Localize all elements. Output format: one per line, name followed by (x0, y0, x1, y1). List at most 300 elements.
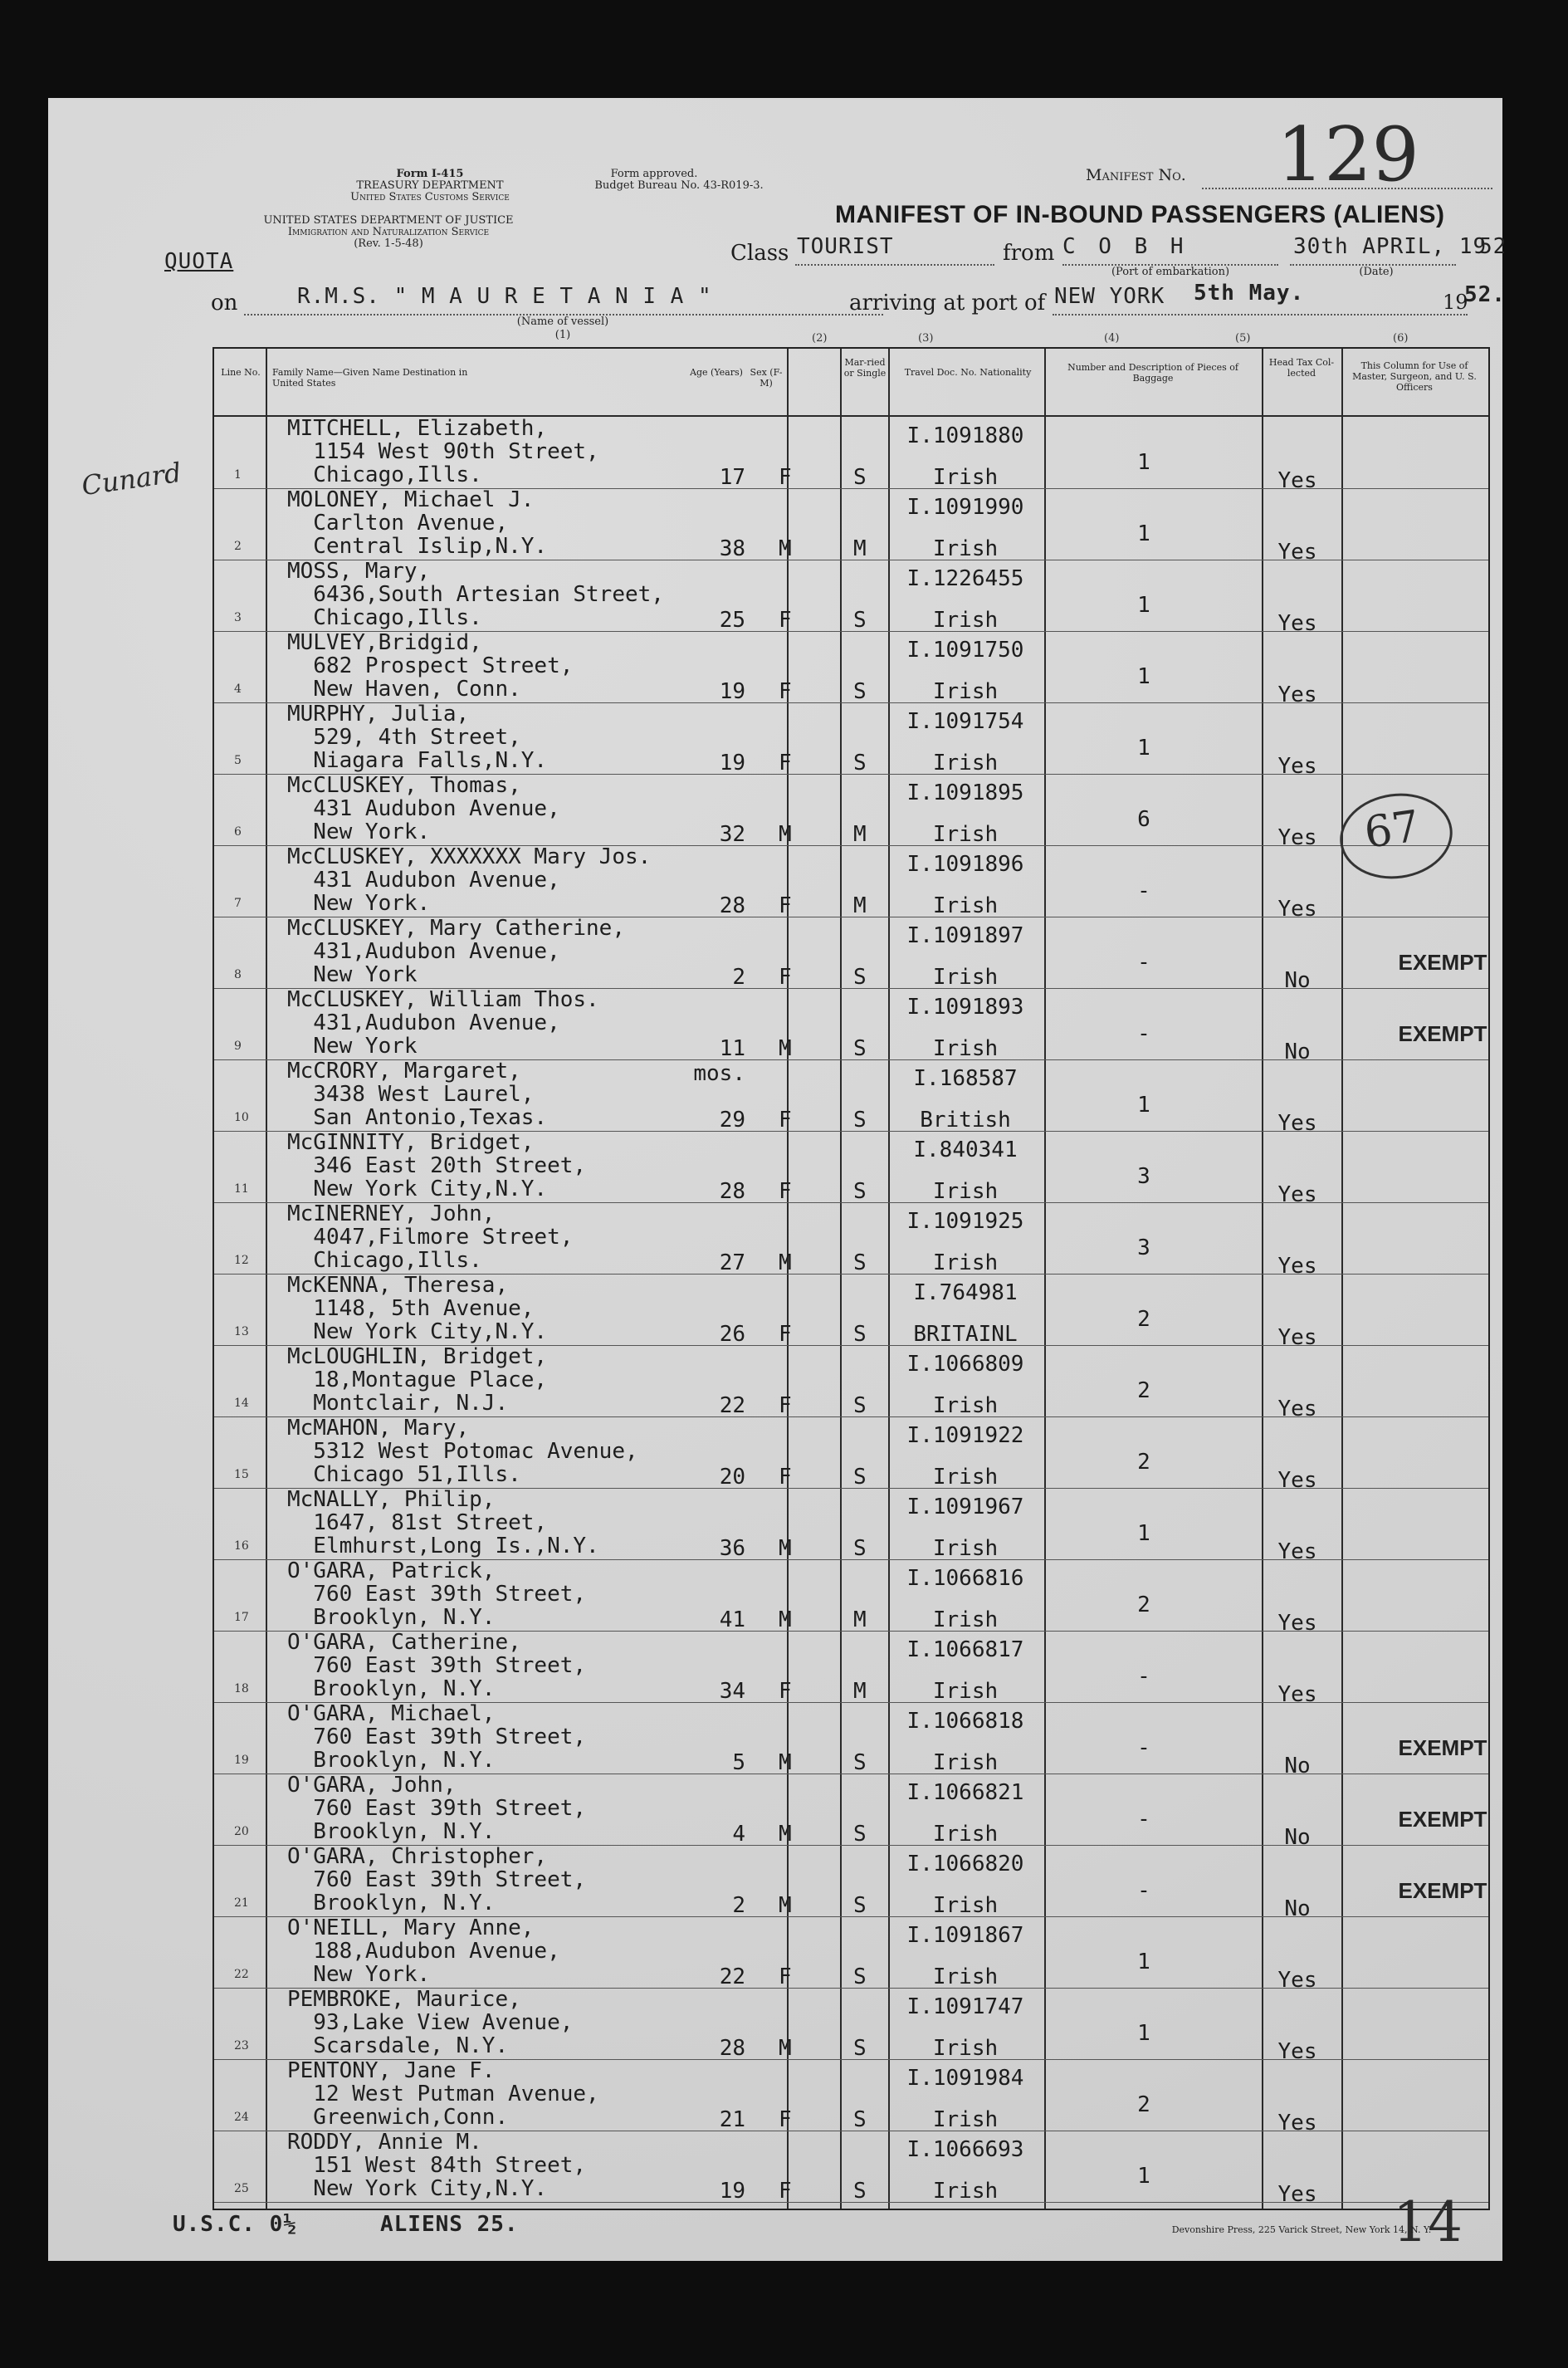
head-tax-cell: Yes (1277, 1539, 1317, 1564)
age-cell: 38 (719, 536, 745, 561)
travel-doc-cell: I.1091984 (906, 2066, 1024, 2091)
officer-note-cell: EXEMPT (1398, 950, 1487, 975)
line-number: 16 (234, 1539, 249, 1553)
marital-cell: M (853, 893, 867, 918)
table-row (214, 1130, 1488, 1207)
passenger-name-address: McGINNITY, Bridget, 346 East 20th Street, New York City,N.Y. (287, 1130, 587, 1201)
passenger-name-address: McKENNA, Theresa, 1148, 5th Avenue, New York City,N.Y. (287, 1273, 548, 1344)
class-label: Class (730, 241, 789, 266)
head-tax-cell: Yes (1277, 1254, 1317, 1279)
from-label: from (1003, 241, 1055, 266)
line-number: 25 (234, 2182, 249, 2195)
circled-number: 67 (1335, 786, 1458, 886)
age-cell: 26 (719, 1322, 745, 1347)
table-row (214, 1487, 1488, 1564)
line-number: 19 (234, 1754, 249, 1767)
passenger-rows (214, 417, 1488, 2209)
travel-doc-cell: I.1066693 (906, 2137, 1024, 2162)
arrival-date: 5th May. (1194, 281, 1305, 306)
age-cell: 29 (719, 1108, 745, 1133)
table-row (214, 702, 1488, 779)
table-row (214, 1558, 1488, 1636)
sex-cell: M (779, 1036, 792, 1061)
age-cell: 22 (719, 1964, 745, 1989)
line-number: 18 (234, 1682, 249, 1695)
baggage-cell: 1 (1137, 2021, 1150, 2046)
table-row (214, 773, 1488, 850)
baggage-cell: 2 (1137, 1307, 1150, 1332)
ins-service: Immigration and Naturalization Service (287, 226, 490, 238)
baggage-cell: 1 (1137, 593, 1150, 618)
line-number: 7 (234, 897, 242, 910)
sex-cell: F (779, 1322, 792, 1347)
line-number: 13 (234, 1325, 249, 1338)
marital-cell: S (853, 1393, 867, 1418)
marital-cell: M (853, 822, 867, 847)
travel-doc-cell: I.1091867 (906, 1923, 1024, 1948)
baggage-cell: 1 (1137, 1950, 1150, 1974)
arrival-port: NEW YORK (1054, 284, 1165, 309)
travel-doc-cell: I.1091880 (906, 423, 1024, 448)
sex-cell: F (779, 1465, 792, 1490)
marital-cell: S (853, 1536, 867, 1561)
tally-mark: 14 (1393, 2190, 1463, 2254)
age-cell: 19 (719, 2179, 745, 2204)
nationality-cell: Irish (932, 1250, 999, 1275)
marital-cell: M (853, 1679, 867, 1704)
table-row (214, 487, 1488, 565)
class-line (795, 264, 994, 266)
nationality-cell: Irish (932, 1893, 999, 1918)
sex-cell: M (779, 1250, 792, 1275)
nationality-cell: Irish (932, 2179, 999, 2204)
head-tax-cell: Yes (1277, 1682, 1317, 1707)
form-approved: Form approved. (610, 168, 698, 180)
passenger-name-address: McMAHON, Mary, 5312 West Potomac Avenue, Chicago 51,Ills. (287, 1416, 638, 1487)
passenger-name-address: McCRORY, Margaret, 3438 West Laurel, San Antonio,Texas. (287, 1059, 548, 1130)
baggage-cell: 2 (1137, 1593, 1150, 1617)
passenger-name-address: PENTONY, Jane F. 12 West Putman Avenue, Greenwich,Conn. (287, 2058, 599, 2130)
officer-note-cell: EXEMPT (1398, 1021, 1487, 1046)
marital-cell: S (853, 2179, 867, 2204)
travel-doc-cell: I.1066821 (906, 1780, 1024, 1805)
nationality-cell: Irish (932, 1607, 999, 1632)
baggage-cell: - (1137, 950, 1150, 975)
baggage-cell: 1 (1137, 664, 1150, 689)
head-tax-cell: Yes (1277, 468, 1317, 493)
age-cell: 28 (719, 1179, 745, 1204)
passenger-name-address: PEMBROKE, Maurice, 93,Lake View Avenue, Scarsdale, N.Y. (287, 1987, 574, 2058)
age-cell: 34 (719, 1679, 745, 1704)
passenger-name-address: RODDY, Annie M. 151 West 84th Street, New York City,N.Y. (287, 2130, 587, 2201)
passenger-name-address: O'GARA, Catherine, 760 East 39th Street, Brooklyn, N.Y. (287, 1630, 587, 1701)
head-tax-cell: Yes (1277, 825, 1317, 850)
head-tax-cell: Yes (1277, 1611, 1317, 1636)
head-tax-cell: Yes (1277, 897, 1317, 922)
table-row (214, 916, 1488, 993)
manifest-sheet (48, 98, 1507, 2261)
table-row (214, 1059, 1488, 1136)
age-cell: 19 (719, 679, 745, 704)
passenger-name-address: McINERNEY, John, 4047,Filmore Street, Chicago,Ills. (287, 1201, 574, 1273)
passenger-name-address: MOLONEY, Michael J. Carlton Avenue, Central Islip,N.Y. (287, 487, 548, 559)
baggage-cell: - (1137, 1021, 1150, 1046)
sex-cell: M (779, 1893, 792, 1918)
head-tax-cell: Yes (1277, 540, 1317, 565)
baggage-cell: 1 (1137, 2164, 1150, 2189)
table-row (214, 844, 1488, 922)
sex-cell: M (779, 1822, 792, 1847)
customs-service: United States Customs Service (350, 191, 510, 203)
head-tax-cell: Yes (1277, 1468, 1317, 1493)
sex-cell: F (779, 1679, 792, 1704)
nationality-cell: Irish (932, 822, 999, 847)
marital-cell: S (853, 679, 867, 704)
marital-cell: S (853, 2107, 867, 2132)
baggage-cell: 1 (1137, 521, 1150, 546)
colnum-4: (4) (1104, 332, 1120, 345)
sex-cell: M (779, 536, 792, 561)
line-number: 6 (234, 825, 242, 839)
head-tax-cell: Yes (1277, 1182, 1317, 1207)
sex-cell: F (779, 2107, 792, 2132)
age-cell: 36 (719, 1536, 745, 1561)
marital-cell: S (853, 1750, 867, 1775)
table-row (214, 1987, 1488, 2064)
passenger-name-address: McLOUGHLIN, Bridget, 18,Montague Place, Montclair, N.J. (287, 1344, 548, 1416)
nationality-cell: Irish (932, 536, 999, 561)
sex-cell: F (779, 608, 792, 633)
line-number: 5 (234, 754, 242, 767)
table-row (214, 1201, 1488, 1279)
nationality-cell: Irish (932, 1465, 999, 1490)
marital-cell: S (853, 1179, 867, 1204)
marital-cell: S (853, 1036, 867, 1061)
age-cell: 2 (732, 965, 745, 990)
baggage-cell: - (1137, 878, 1150, 903)
nationality-cell: Irish (932, 608, 999, 633)
col-header-tax: Head Tax Col-lected (1268, 357, 1335, 379)
travel-doc-cell: I.1066817 (906, 1637, 1024, 1662)
travel-doc-cell: I.1091895 (906, 780, 1024, 805)
line-number: 8 (234, 968, 242, 981)
marital-cell: M (853, 1607, 867, 1632)
head-tax-cell: No (1284, 968, 1311, 993)
travel-doc-cell: I.1091754 (906, 709, 1024, 734)
manifest-no-label: Manifest No. (1086, 166, 1186, 184)
head-tax-cell: Yes (1277, 754, 1317, 779)
table-row (214, 1630, 1488, 1707)
line-number: 12 (234, 1254, 249, 1267)
passenger-name-address: MURPHY, Julia, 529, 4th Street, Niagara Falls,N.Y. (287, 702, 548, 773)
passenger-name-address: MITCHELL, Elizabeth, 1154 West 90th Street, Chicago,Ills. (287, 416, 599, 487)
passenger-name-address: McCLUSKEY, XXXXXXX Mary Jos. 431 Audubon Avenue, New York. (287, 844, 652, 916)
marital-cell: M (853, 536, 867, 561)
sex-cell: F (779, 679, 792, 704)
passenger-name-address: McCLUSKEY, Mary Catherine, 431,Audubon Avenue, New York (287, 916, 625, 987)
age-cell: 28 (719, 893, 745, 918)
line-number: 9 (234, 1040, 242, 1053)
age-cell: 22 (719, 1393, 745, 1418)
manifest-title: MANIFEST OF IN-BOUND PASSENGERS (ALIENS) (835, 201, 1445, 228)
sex-cell: F (779, 1393, 792, 1418)
head-tax-cell: No (1284, 1040, 1311, 1064)
baggage-cell: 1 (1137, 1521, 1150, 1546)
baggage-cell: - (1137, 1735, 1150, 1760)
arriving-label: arriving at port of (849, 291, 1046, 316)
footer-usc: U.S.C. 0½ (173, 2212, 297, 2237)
baggage-cell: 1 (1137, 1093, 1150, 1118)
travel-doc-cell: I.1066818 (906, 1709, 1024, 1734)
port-caption: (Port of embarkation) (1111, 266, 1230, 278)
travel-doc-cell: I.1226455 (906, 566, 1024, 591)
passenger-name-address: O'GARA, Michael, 760 East 39th Street, Brooklyn, N.Y. (287, 1701, 587, 1773)
head-tax-cell: Yes (1277, 1111, 1317, 1136)
passenger-name-address: McCLUSKEY, Thomas, 431 Audubon Avenue, New York. (287, 773, 560, 844)
nationality-cell: Irish (932, 893, 999, 918)
sex-cell: F (779, 751, 792, 775)
sex-cell: M (779, 1607, 792, 1632)
justice-dept: UNITED STATES DEPARTMENT OF JUSTICE (263, 214, 514, 227)
date-caption: (Date) (1359, 266, 1394, 278)
line-number: 23 (234, 2039, 249, 2052)
line-number: 20 (234, 1825, 249, 1838)
age-cell: 11 mos. (693, 1036, 745, 1086)
table-row (214, 1344, 1488, 1421)
travel-doc-cell: I.1091896 (906, 852, 1024, 877)
passenger-name-address: MOSS, Mary, 6436,South Artesian Street, Chicago,Ills. (287, 559, 664, 630)
sex-cell: F (779, 893, 792, 918)
on-label: on (211, 291, 238, 316)
nationality-cell: Irish (932, 1036, 999, 1061)
travel-doc-cell: I.1091925 (906, 1209, 1024, 1234)
col-header-sex: Sex (F-M) (750, 367, 783, 389)
vessel-colnum: (1) (554, 329, 571, 341)
line-number: 15 (234, 1468, 249, 1481)
nationality-cell: Irish (932, 1822, 999, 1847)
baggage-cell: 3 (1137, 1235, 1150, 1260)
head-tax-cell: Yes (1277, 611, 1317, 636)
line-number: 21 (234, 1896, 249, 1910)
line-number: 10 (234, 1111, 249, 1124)
head-tax-cell: No (1284, 1896, 1311, 1921)
officer-note-cell: EXEMPT (1398, 1735, 1487, 1760)
table-row (214, 416, 1488, 493)
nationality-cell: Irish (932, 1393, 999, 1418)
from-value: C O B H (1062, 234, 1189, 259)
nationality-cell: Irish (932, 2107, 999, 2132)
travel-doc-cell: I.1091750 (906, 638, 1024, 663)
class-value: TOURIST (797, 234, 894, 259)
table-row (214, 1273, 1488, 1350)
travel-doc-cell: I.764981 (913, 1280, 1018, 1305)
marital-cell: S (853, 1893, 867, 1918)
line-number: 2 (234, 540, 242, 553)
nationality-cell: Irish (932, 1964, 999, 1989)
nationality-cell: Irish (932, 2036, 999, 2061)
colnum-3: (3) (918, 332, 934, 345)
baggage-cell: 1 (1137, 736, 1150, 761)
nationality-cell: Irish (932, 1179, 999, 1204)
passenger-name-address: O'GARA, Patrick, 760 East 39th Street, Brooklyn, N.Y. (287, 1558, 587, 1630)
col-header-officers: This Column for Use of Master, Surgeon, and U. S. Officers (1352, 360, 1477, 393)
travel-doc-cell: I.1091893 (906, 995, 1024, 1020)
sex-cell: M (779, 2036, 792, 2061)
table-row (214, 559, 1488, 636)
travel-doc-cell: I.1091967 (906, 1495, 1024, 1519)
line-number: 3 (234, 611, 242, 624)
sex-cell: M (779, 822, 792, 847)
head-tax-cell: Yes (1277, 2111, 1317, 2136)
sex-cell: F (779, 1964, 792, 1989)
age-cell: 25 (719, 608, 745, 633)
form-number: Form I-415 (396, 168, 464, 180)
passenger-name-address: O'GARA, Christopher, 760 East 39th Street, Brooklyn, N.Y. (287, 1844, 587, 1915)
travel-doc-cell: I.1091747 (906, 1994, 1024, 2019)
age-cell: 28 (719, 2036, 745, 2061)
age-cell: 2 (732, 1893, 745, 1918)
date-year: 52 (1479, 234, 1507, 259)
baggage-cell: 6 (1137, 807, 1150, 832)
head-tax-cell: No (1284, 1825, 1311, 1850)
head-tax-cell: Yes (1277, 1397, 1317, 1421)
age-cell: 17 (719, 465, 745, 490)
travel-doc-cell: I.1091922 (906, 1423, 1024, 1448)
marital-cell: S (853, 965, 867, 990)
passenger-name-address: O'NEILL, Mary Anne, 188,Audubon Avenue, New York. (287, 1915, 560, 1987)
vessel-caption: (Name of vessel) (516, 316, 609, 328)
line-number: 17 (234, 1611, 249, 1624)
sex-cell: F (779, 1108, 792, 1133)
age-cell: 21 (719, 2107, 745, 2132)
travel-doc-cell: I.1066809 (906, 1352, 1024, 1377)
line-number: 4 (234, 683, 242, 696)
nationality-cell: British (920, 1108, 1011, 1133)
col-header-line-no: Line No. (221, 367, 261, 378)
head-tax-cell: Yes (1277, 1968, 1317, 1993)
age-cell: 4 (732, 1822, 745, 1847)
arrival-line (1053, 314, 1468, 316)
passenger-name-address: O'GARA, John, 760 East 39th Street, Brooklyn, N.Y. (287, 1773, 587, 1844)
sex-cell: F (779, 2179, 792, 2204)
head-tax-cell: Yes (1277, 683, 1317, 707)
marital-cell: S (853, 608, 867, 633)
passenger-table (212, 347, 1490, 2210)
officer-note-cell: EXEMPT (1398, 1807, 1487, 1832)
line-number: 14 (234, 1397, 249, 1410)
manifest-no-value: 129 (1277, 111, 1419, 198)
date-value: 30th APRIL, 19 (1293, 234, 1487, 259)
table-row (214, 1844, 1488, 1921)
head-tax-cell: Yes (1277, 2039, 1317, 2064)
table-row (214, 1915, 1488, 1993)
col-header-name: Family Name—Given Name Destination in United States (272, 367, 468, 389)
line-number: 1 (234, 468, 242, 482)
nationality-cell: Irish (932, 465, 999, 490)
sex-cell: F (779, 965, 792, 990)
sex-cell: M (779, 1536, 792, 1561)
baggage-cell: 1 (1137, 450, 1150, 475)
line-number: 22 (234, 1968, 249, 1981)
sex-cell: F (779, 465, 792, 490)
treasury-dept: TREASURY DEPARTMENT (356, 179, 504, 192)
head-tax-cell: No (1284, 1754, 1311, 1778)
arrival-year-prefix: 19 (1443, 291, 1468, 314)
passenger-name-address: MULVEY,Bridgid, 682 Prospect Street, New Haven, Conn. (287, 630, 574, 702)
head-tax-cell: Yes (1277, 2182, 1317, 2207)
table-row (214, 1701, 1488, 1778)
line-number: 24 (234, 2111, 249, 2124)
marital-cell: S (853, 1964, 867, 1989)
baggage-cell: 2 (1137, 1378, 1150, 1403)
age-cell: 5 (732, 1750, 745, 1775)
nationality-cell: Irish (932, 679, 999, 704)
travel-doc-cell: I.1091990 (906, 495, 1024, 520)
col-header-travel: Travel Doc. No. Nationality (904, 367, 1032, 378)
table-row (214, 2130, 1488, 2207)
nationality-cell: BRITAINL (913, 1322, 1018, 1347)
officer-note-cell: EXEMPT (1398, 1878, 1487, 1903)
col-header-married: Mar-ried or Single (843, 357, 887, 379)
baggage-cell: - (1137, 1807, 1150, 1832)
travel-doc-cell: I.1066816 (906, 1566, 1024, 1591)
colnum-6: (6) (1393, 332, 1409, 345)
age-cell: 19 (719, 751, 745, 775)
nationality-cell: Irish (932, 751, 999, 775)
footer-aliens: ALIENS 25. (380, 2212, 519, 2237)
table-row (214, 1416, 1488, 1493)
age-cell: 32 (719, 822, 745, 847)
quota-label: QUOTA (164, 249, 234, 274)
baggage-cell: 2 (1137, 1450, 1150, 1475)
marital-cell: S (853, 1250, 867, 1275)
passenger-name-address: McCLUSKEY, William Thos. 431,Audubon Avenue, New York (287, 987, 599, 1059)
baggage-cell: 3 (1137, 1164, 1150, 1189)
marital-cell: S (853, 1822, 867, 1847)
marital-cell: S (853, 1322, 867, 1347)
table-row (214, 630, 1488, 707)
cunard-note: Cunard (79, 456, 183, 502)
marital-cell: S (853, 1465, 867, 1490)
budget-bureau: Budget Bureau No. 43-R019-3. (594, 179, 764, 192)
baggage-cell: 2 (1137, 2092, 1150, 2117)
age-cell: 27 (719, 1250, 745, 1275)
sex-cell: M (779, 1750, 792, 1775)
travel-doc-cell: I.840341 (913, 1138, 1018, 1162)
age-cell: 20 (719, 1465, 745, 1490)
sex-cell: F (779, 1179, 792, 1204)
marital-cell: S (853, 1108, 867, 1133)
marital-cell: S (853, 2036, 867, 2061)
table-row (214, 1773, 1488, 1850)
travel-doc-cell: I.1066820 (906, 1852, 1024, 1876)
table-row (214, 2058, 1488, 2136)
marital-cell: S (853, 465, 867, 490)
rev-date: (Rev. 1-5-48) (354, 237, 423, 250)
nationality-cell: Irish (932, 1750, 999, 1775)
colnum-5: (5) (1235, 332, 1251, 345)
nationality-cell: Irish (932, 1536, 999, 1561)
nationality-cell: Irish (932, 965, 999, 990)
vessel-name: R.M.S. " M A U R E T A N I A " (297, 284, 712, 309)
baggage-cell: - (1137, 1878, 1150, 1903)
col-header-baggage: Number and Description of Pieces of Baggage (1067, 362, 1238, 384)
age-cell: 41 (719, 1607, 745, 1632)
travel-doc-cell: I.168587 (913, 1066, 1018, 1091)
travel-doc-cell: I.1091897 (906, 923, 1024, 948)
marital-cell: S (853, 751, 867, 775)
footer-printer: Devonshire Press, 225 Varick Street, New York 14, N. Y. (1171, 2224, 1432, 2235)
